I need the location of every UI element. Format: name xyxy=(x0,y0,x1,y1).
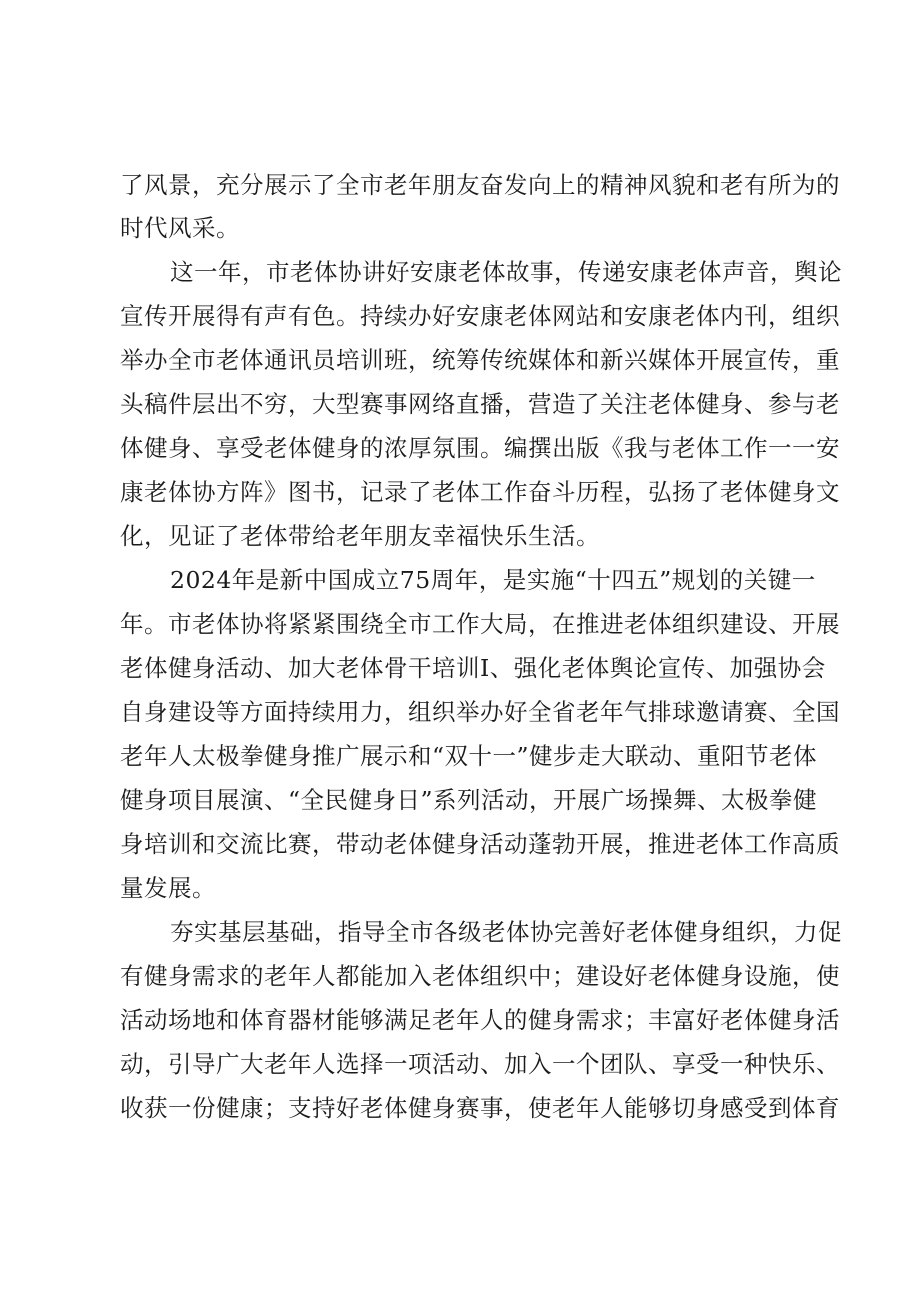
body-text-line: 2024年是新中国成立75周年，是实施“十四五”规划的关键一 xyxy=(170,566,816,594)
body-text-line: 夯实基层基础，指导全市各级老体协完善好老体健身组织，力促 xyxy=(170,918,842,946)
body-text-line: 体健身、享受老体健身的浓厚氛围。编撰出版《我与老体工作一一安 xyxy=(120,434,840,462)
body-text-line: 头稿件层出不穷，大型赛事网络直播，营造了关注老体健身、参与老 xyxy=(120,390,840,418)
body-text-line: 时代风采。 xyxy=(120,214,240,242)
body-text-line: 活动场地和体育器材能够满足老年人的健身需求；丰富好老体健身活 xyxy=(120,1006,840,1034)
body-text-line: 自身建设等方面持续用力，组织举办好全省老年气排球邀请赛、全国 xyxy=(120,698,840,726)
body-text-line: 老体健身活动、加大老体骨干培训I、强化老体舆论宣传、加强协会 xyxy=(120,654,826,682)
body-text-line: 动，引导广大老年人选择一项活动、加入一个团队、享受一种快乐、 xyxy=(120,1050,840,1078)
body-text-line: 收获一份健康；支持好老体健身赛事，使老年人能够切身感受到体育 xyxy=(120,1094,840,1122)
body-text-line: 老年人太极拳健身推广展示和“双十一”健步走大联动、重阳节老体 xyxy=(120,742,818,770)
body-text-line: 身培训和交流比赛，带动老体健身活动蓬勃开展，推进老体工作高质 xyxy=(120,830,840,858)
body-text-line: 康老体协方阵》图书，记录了老体工作奋斗历程，弘扬了老体健身文 xyxy=(120,478,840,506)
body-text-line: 举办全市老体通讯员培训班，统筹传统媒体和新兴媒体开展宣传，重 xyxy=(120,346,840,374)
body-text-line: 量发展。 xyxy=(120,874,216,902)
body-text-line: 宣传开展得有声有色。持续办好安康老体网站和安康老体内刊，组织 xyxy=(120,302,840,330)
body-text-line: 有健身需求的老年人都能加入老体组织中；建设好老体健身设施，使 xyxy=(120,962,840,990)
body-text-line: 健身项目展演、“全民健身日”系列活动，开展广场操舞、太极拳健 xyxy=(120,786,818,814)
body-text-line: 这一年，市老体协讲好安康老体故事，传递安康老体声音，舆论 xyxy=(170,258,842,286)
body-text-line: 了风景，充分展示了全市老年朋友奋发向上的精神风貌和老有所为的 xyxy=(120,171,840,199)
body-text-line: 年。市老体协将紧紧围绕全市工作大局，在推进老体组织建设、开展 xyxy=(120,610,840,638)
body-text-line: 化，见证了老体带给老年朋友幸福快乐生活。 xyxy=(120,522,600,550)
